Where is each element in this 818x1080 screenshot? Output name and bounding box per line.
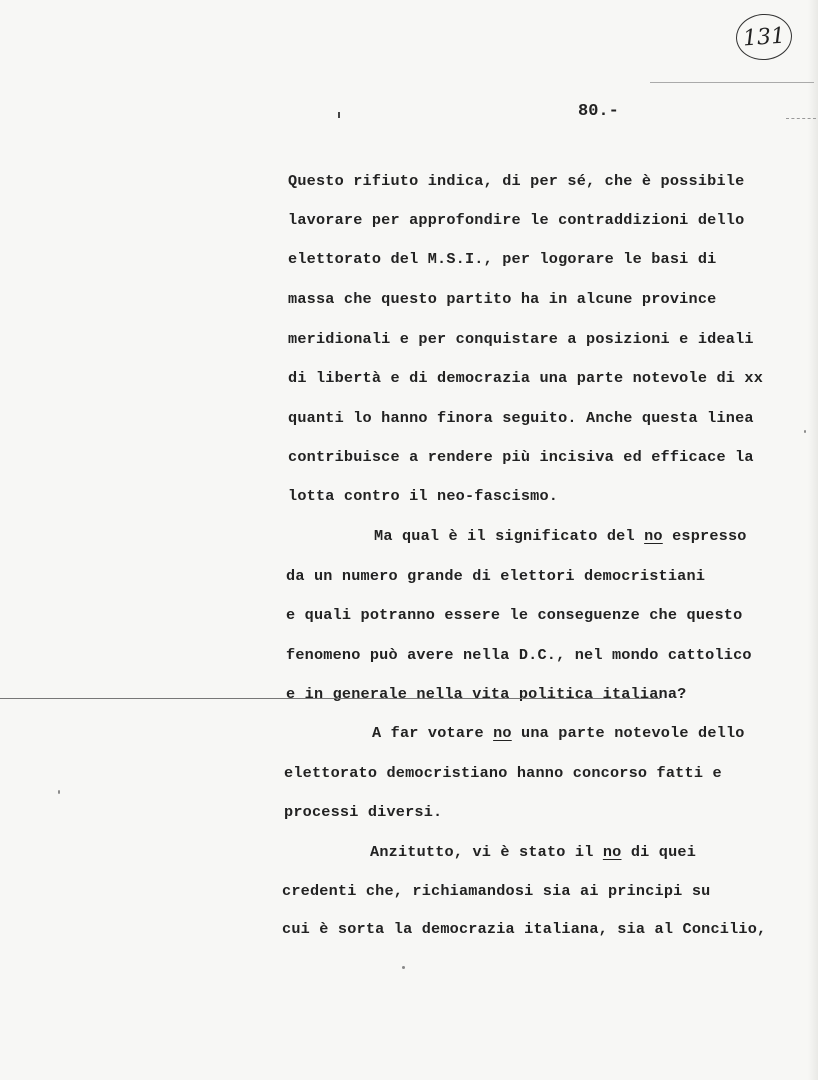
text-line: contribuisce a rendere più incisiva ed efficace la [288,448,754,466]
text-segment: di quei [621,843,697,861]
text-line: credenti che, richiamandosi sia ai principi su [282,882,711,900]
text-segment: Anzitutto, vi è stato il [370,843,603,861]
scan-speck [402,966,405,969]
underlined-no: no [493,724,512,742]
text-line: da un numero grande di elettori democristiani [286,567,706,585]
stamp-number: 131 [742,23,786,51]
underlined-no: no [602,843,622,861]
text-segment: A far votare [372,724,494,742]
text-line: massa che questo partito ha in alcune province [288,290,717,308]
scan-speck [804,430,806,433]
text-segment: espresso [662,527,747,545]
scan-mark [338,112,340,118]
text-line: elettorato democristiano hanno concorso fatti e [284,764,722,782]
top-rule [650,82,814,83]
scan-edge-shadow [808,0,818,1080]
scan-speck [58,790,60,794]
text-segment: una parte notevole dello [511,724,745,742]
text-line: quanti lo hanno finora seguito. Anche questa linea [288,409,754,427]
top-rule-dashed [786,118,816,119]
text-line: processi diversi. [284,803,443,821]
text-line [374,527,747,545]
archive-page-stamp [734,12,793,62]
underlined-no: no [644,527,663,545]
scan-fold-line [0,698,660,699]
text-line: elettorato del M.S.I., per logorare le basi di [288,250,717,268]
text-line: Questo rifiuto indica, di per sé, che è possibile [288,172,745,190]
text-line [370,843,696,861]
text-line: cui è sorta la democrazia italiana, sia al Concilio, [282,920,767,938]
text-segment: Ma qual è il significato del [374,527,645,545]
text-line: e in generale nella vita politica italiana? [286,685,687,703]
text-line [372,724,745,742]
page-number: 80.- [578,102,619,121]
text-line: e quali potranno essere le conseguenze che questo [286,606,743,624]
text-line: meridionali e per conquistare a posizioni e ideali [288,330,754,348]
text-line: di libertà e di democrazia una parte notevole di xx [288,369,764,387]
text-line: lotta contro il neo-fascismo. [288,487,559,505]
text-line: lavorare per approfondire le contraddizioni dello [288,211,745,229]
text-line: fenomeno può avere nella D.C., nel mondo cattolico [286,646,752,664]
